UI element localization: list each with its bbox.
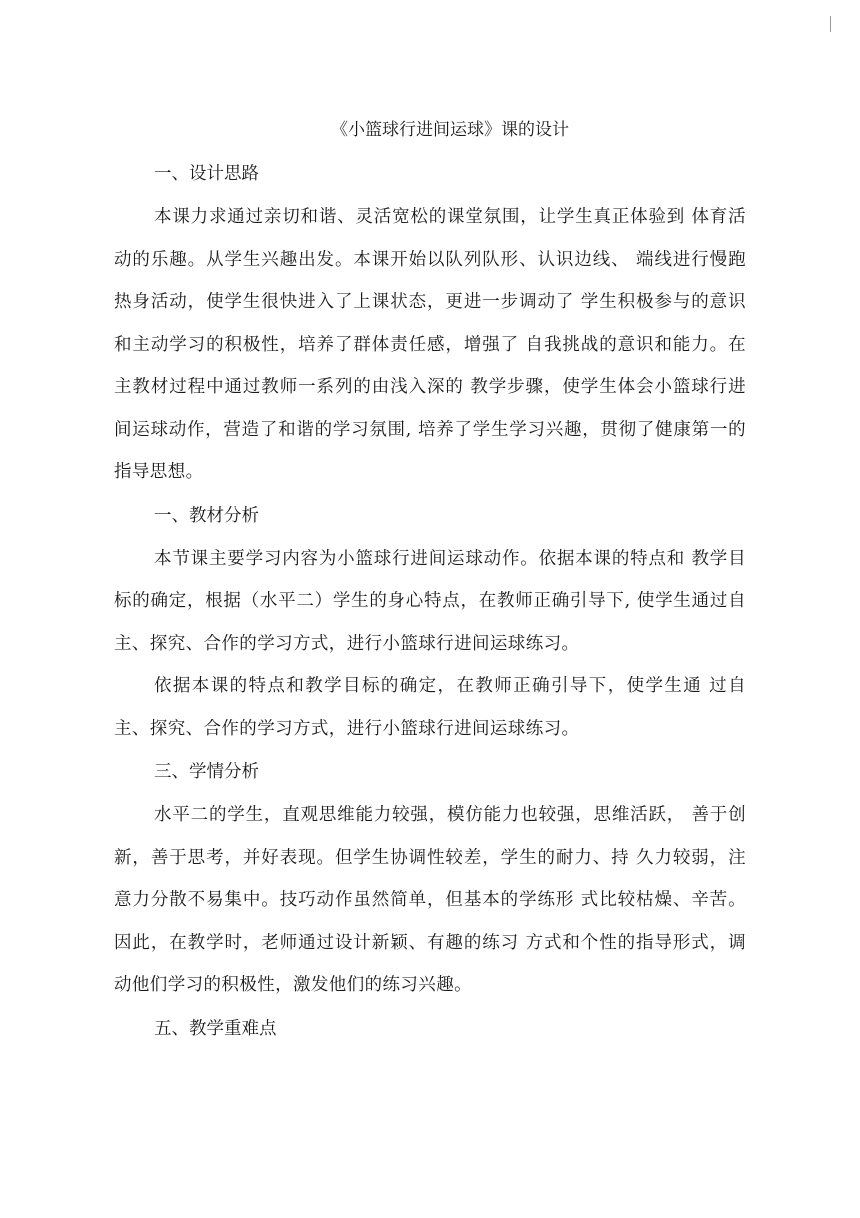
paragraph-material-analysis-2: 依据本课的特点和教学目标的确定，在教师正确引导下，使学生通 过自主、探究、合作的学习方式，进行小篮球行进间运球练习。 [114, 676, 746, 739]
document-title: 《小篮球行进间运球》课的设计 [331, 120, 569, 140]
page-edge-mark [830, 16, 831, 32]
paragraph-student-analysis: 水平二的学生，直观思维能力较强，模仿能力也较强，思维活跃， 善于创新，善于思考，并好表现。但学生协调性较差，学生的耐力、持 久力较弱，注意力分散不易集中。技巧动作虽然简单，但基本的学练形 式比较枯燥、辛苦。因此，在教学时，老师通过设计新颖、有趣的练习 方式和个性的指导形式，调动他们学习的积极性，激发他们的练习兴趣。 [114, 805, 746, 995]
section-heading-key-difficulties: 五、教学重难点 [154, 1018, 277, 1039]
paragraph-material-analysis-1: 本节课主要学习内容为小篮球行进间运球动作。依据本课的特点和 教学目标的确定，根据（水平二）学生的身心特点，在教师正确引导下, 使学生通过自主、探究、合作的学习方式，进行小篮球行进间运球练习。 [114, 548, 746, 654]
document-body [114, 108, 746, 1051]
section-heading-student-analysis: 三、学情分析 [154, 762, 259, 782]
section-heading-design-idea: 一、设计思路 [154, 164, 259, 184]
paragraph-design-idea: 本课力求通过亲切和谐、灵活宽松的课堂氛围，让学生真正体验到 体育活动的乐趣。从学生兴趣出发。本课开始以队列队形、认识边线、 端线进行慢跑热身活动，使学生很快进入了上课状态，更进一步调动了 学生积极参与的意识和主动学习的积极性，培养了群体责任感，增强了 自我挑战的意识和能力。在主教材过程中通过教师一系列的由浅入深的 教学步骤，使学生体会小篮球行进间运球动作，营造了和谐的学习氛围, 培养了学生学习兴趣，贯彻了健康第一的指导思想。 [114, 207, 746, 482]
section-heading-material-analysis: 一、教材分析 [154, 505, 259, 526]
